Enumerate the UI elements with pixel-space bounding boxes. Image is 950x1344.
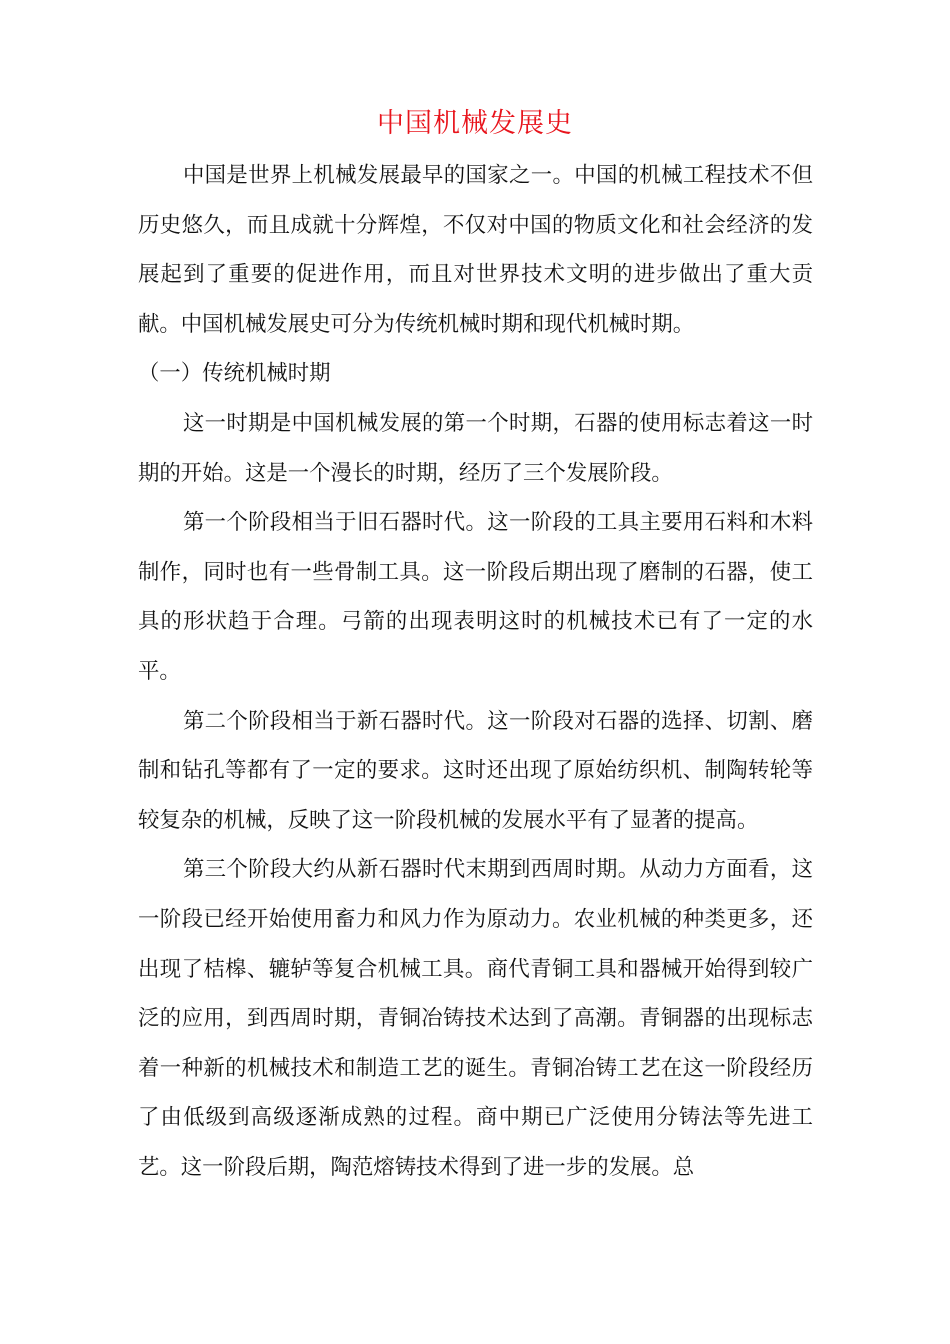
document-body [138,151,813,1192]
section-heading-traditional-period: （一）传统机械时期 [138,361,331,387]
paragraph-stage-three: 第三个阶段大约从新石器时代末期到西周时期。从动力方面看，这一阶段已经开始使用畜力和风力作为原动力。农业机械的种类更多，还出现了桔槔、辘轳等复合机械工具。商代青铜工具和器械开始得到较广泛的应用，到西周时期，青铜冶铸技术达到了高潮。青铜器的出现标志着一种新的机械技术和制造工艺的诞生。青铜冶铸工艺在这一阶段经历了由低级到高级逐渐成熟的过程。商中期已广泛使用分铸法等先进工艺。这一阶段后期，陶范熔铸技术得到了进一步的发展。总 [138,857,813,1180]
paragraph-stage-two: 第二个阶段相当于新石器时代。这一阶段对石器的选择、切割、磨制和钻孔等都有了一定的要求。这时还出现了原始纺织机、制陶转轮等较复杂的机械，反映了这一阶段机械的发展水平有了显著的提高。 [138,708,813,833]
paragraph-intro: 中国是世界上机械发展最早的国家之一。中国的机械工程技术不但历史悠久，而且成就十分辉煌，不仅对中国的物质文化和社会经济的发展起到了重要的促进作用，而且对世界技术文明的进步做出了重大贡献。中国机械发展史可分为传统机械时期和现代机械时期。 [138,163,813,337]
document-title: 中国机械发展史 [377,108,573,139]
paragraph-period-overview: 这一时期是中国机械发展的第一个时期，石器的使用标志着这一时期的开始。这是一个漫长的时期，经历了三个发展阶段。 [138,410,813,486]
paragraph-stage-one: 第一个阶段相当于旧石器时代。这一阶段的工具主要用石料和木料制作，同时也有一些骨制工具。这一阶段后期出现了磨制的石器，使工具的形状趋于合理。弓箭的出现表明这时的机械技术已有了一定的水平。 [138,510,813,684]
